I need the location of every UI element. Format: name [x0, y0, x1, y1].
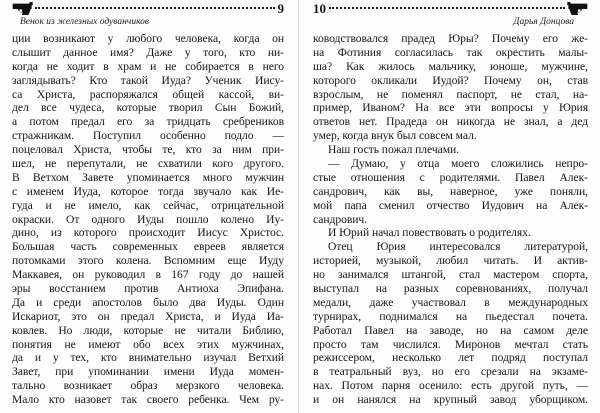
text-line: Искариот, это он предал Христа, и Иуда Иа-: [12, 309, 284, 323]
text-line: ковлев. Но люди, которые не читали Библию,: [12, 323, 284, 337]
dotted-leader: [329, 7, 565, 9]
text-line: понятия не имеют обо всех этих мужчинах,: [12, 337, 284, 351]
text-line: сандрович.: [313, 212, 368, 226]
text-line: просто там числился. Миронов мечтал стать: [313, 337, 588, 351]
text-line: ководствовался прадед Юры? Почему его же-: [313, 32, 588, 45]
text-line: сандрович, как вы, наверное, уже поняли,: [313, 184, 588, 198]
text-line: когда не ходит в храм и не собирается в него: [12, 59, 284, 73]
text-line: в театральный вуз, но его срезали на экзаме-: [313, 365, 588, 379]
text-line: Завет, при упоминании имени Иуда момен-: [12, 365, 284, 379]
text-line: но занимался штангой, стал мастером спорта,: [313, 268, 588, 282]
right-page: [298, 0, 600, 413]
text-line: ша? Как жилось мальчику, юноше, мужчине,: [313, 59, 588, 73]
text-line: потомками этого колена. Вспомним еще Иуду: [12, 254, 284, 268]
text-line: да и у тех, кто внимательно изучал Ветхий: [12, 351, 284, 365]
text-line: турнирах, поднимался на пьедестал почета.: [313, 309, 588, 323]
text-line: Маккавея, он руководил в 167 году до нашей: [12, 268, 284, 282]
pistol-icon: [12, 2, 35, 15]
text-line: гуда и не имело, как сейчас, отрицательной: [12, 198, 284, 212]
text-line: стые отношения с родителями. Павел Алек-: [313, 170, 588, 184]
text-line: на Фотиния согласилась так окрестить малы-: [313, 45, 588, 59]
text-line: ции возникают у любого человека, когда он: [12, 32, 284, 45]
text-line: И Юрий начал повествовать о родителях.: [328, 226, 531, 240]
running-title-book: Венок из железных одуванчиков: [20, 17, 150, 27]
text-line: а потом предал его за тридцать сребреников: [12, 115, 284, 129]
page-number: 9: [277, 1, 284, 16]
text-line: са Христа, распоряжался общей кассой, ви-: [12, 87, 284, 101]
text-line: слышит данное имя? Даже у того, кто ни-: [12, 45, 284, 59]
pistol-icon: [565, 2, 588, 15]
text-line: Наш гость пожал плечами.: [328, 143, 460, 157]
text-line: взрослым, не поменял паспорт, не стал, на-: [313, 87, 588, 101]
text-line: выступал на разных соревнованиях, получал: [313, 282, 588, 296]
text-line: которого окликали Иудой? Почему он, став: [313, 73, 588, 87]
text-line: Работал Павел на заводе, но на самом деле: [313, 323, 588, 337]
text-line: и он нанялся на крупный завод уборщиком.: [313, 393, 588, 407]
text-line: — Думаю, у отца моего сложились непро-: [328, 157, 588, 171]
left-page: [0, 0, 298, 413]
text-line: дел все чудеса, которые творил Сын Божий,: [12, 101, 284, 115]
text-line: В Ветхом Завете упоминается много мужчин: [12, 170, 284, 184]
text-line: медали, даже участвовал в международных: [313, 295, 588, 309]
right-page-header: [313, 2, 588, 16]
text-line: с именем Иуда, которое тогда звучало как Ие-: [12, 184, 284, 198]
text-line: умер, когда внук был совсем мал.: [313, 129, 477, 143]
text-line: Большая часть современных евреев является: [12, 240, 284, 254]
left-page-text: [12, 32, 284, 407]
text-line: шел, не перепутали, не схватили кого другого.: [12, 157, 284, 171]
text-line: окраски. От одного Иуды пошло колено Иу-: [12, 212, 284, 226]
running-title-author: Дарья Донцова: [513, 17, 574, 27]
text-line: тально возникает образ мерзкого человека.: [12, 379, 284, 393]
text-line: пример, Иваном? На все эти вопросы у Юрия: [313, 101, 588, 115]
left-page-header: [12, 2, 284, 16]
text-line: историей, музыкой, любил читать. И актив-: [313, 254, 588, 268]
text-line: Мало кто назовет так своего ребенка. Чем ру-: [12, 393, 284, 407]
text-line: Да и среди апостолов было два Иуды. Один: [12, 295, 284, 309]
page-number: 10: [313, 1, 326, 16]
text-line: дино, из которого происходит Иисус Христос.: [12, 226, 284, 240]
text-line: поцеловал Христа, чтобы те, кто за ним при-: [12, 143, 284, 157]
text-line: нах. Потом парня осенило: есть другой путь, —: [313, 379, 588, 393]
text-line: Отец Юрия интересовался литературой,: [328, 240, 588, 254]
text-line: мой папа сменил отчество Иудович на Алек-: [313, 198, 588, 212]
text-line: заглядывать? Кто такой Иуда? Ученик Иису-: [12, 73, 284, 87]
right-page-text: [313, 32, 588, 407]
text-line: режиссером, несколько лет подряд поступал: [313, 351, 588, 365]
dotted-leader: [35, 7, 275, 9]
text-line: ответов нет. Прадеда он никогда не знал, а дед: [313, 115, 588, 129]
text-line: эры восстанием против Антиоха Эпифана.: [12, 282, 284, 296]
text-line: стражникам. Поступил особенно подло —: [12, 129, 284, 143]
